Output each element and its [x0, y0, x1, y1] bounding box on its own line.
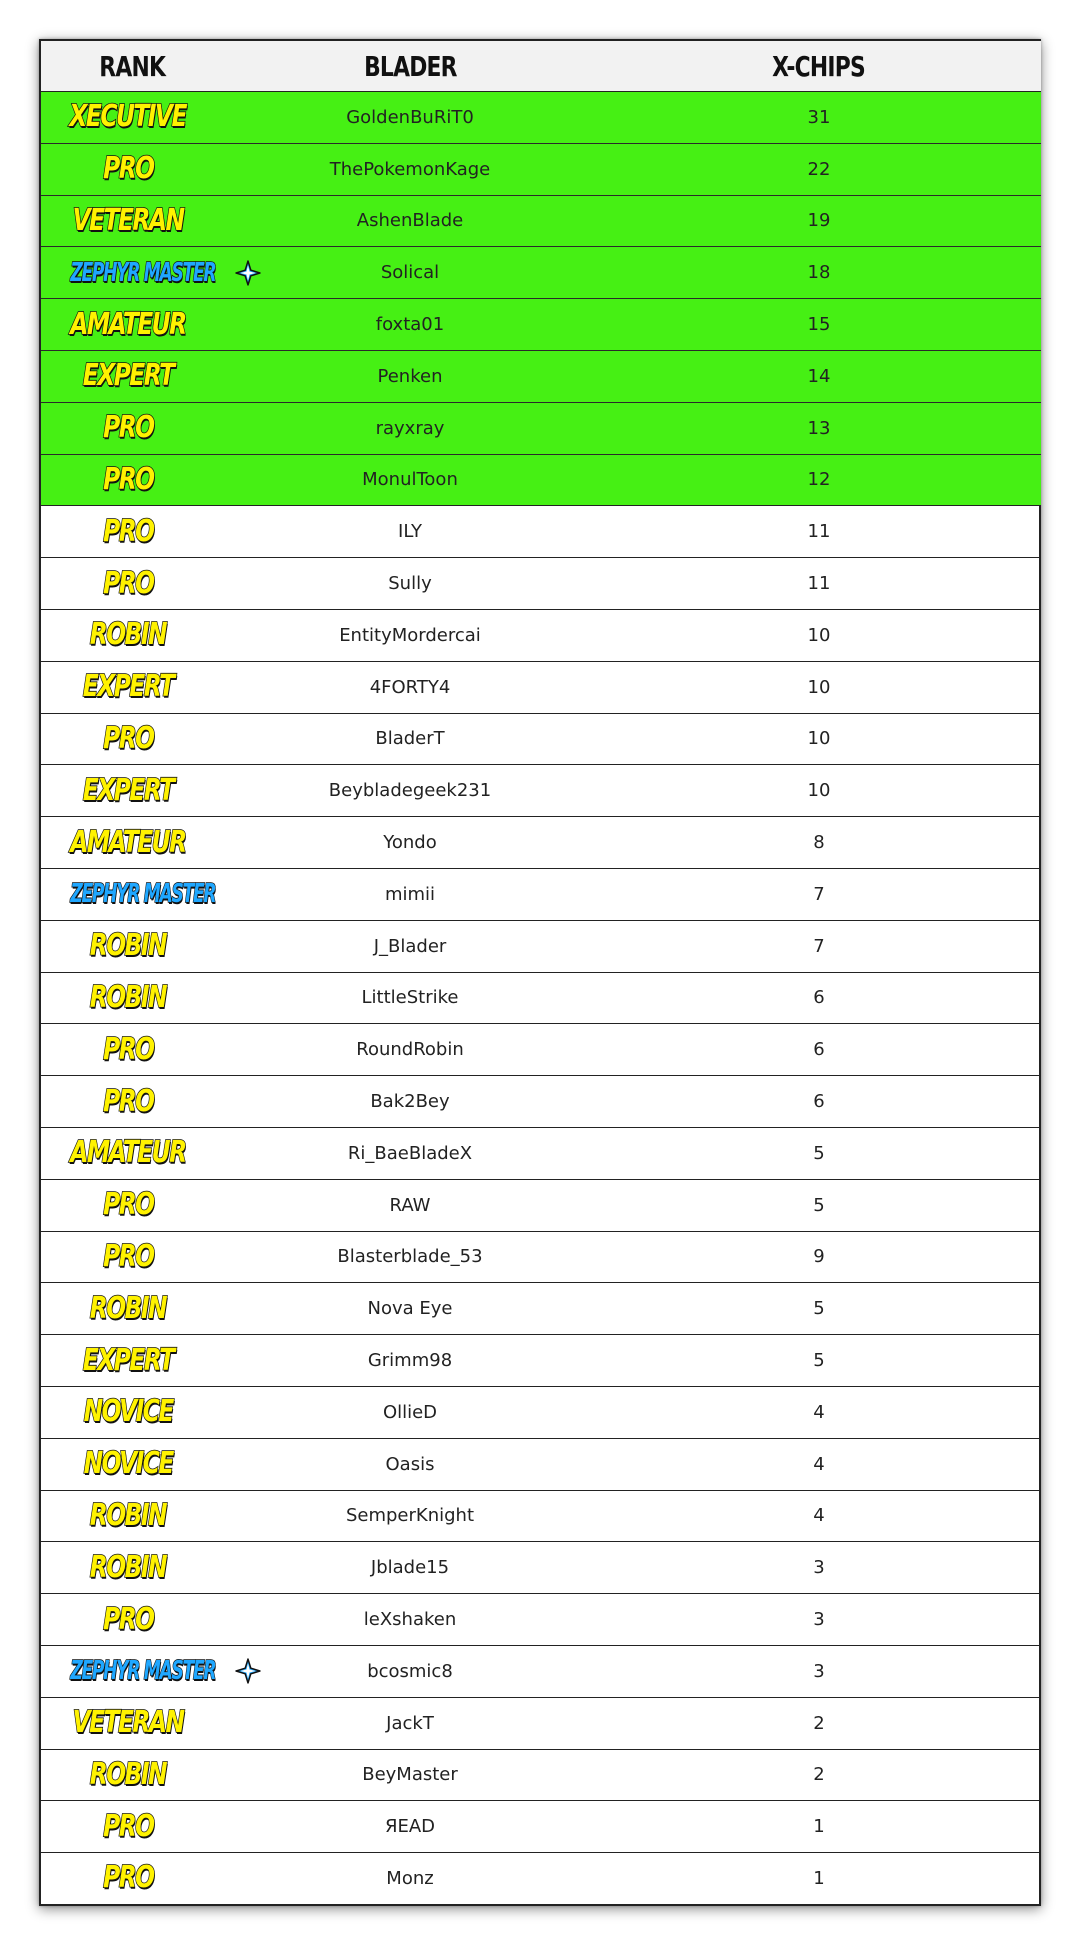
xchips-value: 31: [597, 92, 1041, 144]
xchips-value: 5: [597, 1283, 1041, 1335]
table-row: [41, 1490, 1041, 1542]
rank-cell: [41, 1542, 223, 1594]
blader-name: BladerT: [223, 713, 597, 765]
rank-cell: [41, 247, 223, 299]
xchips-value: 18: [597, 247, 1041, 299]
table-row: [41, 506, 1041, 558]
table-row: [41, 609, 1041, 661]
rank-label: NOVICE: [83, 1394, 173, 1430]
blader-name: ThePokemonKage: [223, 143, 597, 195]
xchips-value: 5: [597, 1127, 1041, 1179]
table-row: [41, 402, 1041, 454]
table-row: [41, 1335, 1041, 1387]
rank-cell: [41, 558, 223, 610]
rank-label: EXPERT: [82, 1342, 174, 1378]
rank-badge: [79, 979, 177, 1015]
rank-badge: [54, 1135, 202, 1171]
rank-cell: [41, 713, 223, 765]
leaderboard-sheet: [39, 39, 1041, 1906]
rank-label: PRO: [102, 513, 154, 549]
rank-cell: [41, 1749, 223, 1801]
table-row: [41, 1438, 1041, 1490]
rank-cell: [41, 1386, 223, 1438]
blader-name: AshenBlade: [223, 195, 597, 247]
blader-name: Sully: [223, 558, 597, 610]
blader-name: LittleStrike: [223, 972, 597, 1024]
xchips-value: 3: [597, 1645, 1041, 1697]
rank-cell: [41, 92, 223, 144]
blader-name: Penken: [223, 350, 597, 402]
rank-label: PRO: [102, 565, 154, 601]
blader-name: RAW: [223, 1179, 597, 1231]
xchips-value: 3: [597, 1542, 1041, 1594]
xchips-value: 10: [597, 713, 1041, 765]
rank-cell: [41, 1283, 223, 1335]
rank-label: PRO: [102, 1187, 154, 1223]
rank-badge: [79, 1497, 177, 1533]
blader-column-header: [223, 41, 597, 92]
rank-label: PRO: [102, 1238, 154, 1274]
rank-badge: [71, 1446, 185, 1482]
blader-name: rayxray: [223, 402, 597, 454]
table-row: [41, 558, 1041, 610]
rank-cell: [41, 1127, 223, 1179]
blader-name: MonulToon: [223, 454, 597, 506]
table-row: [41, 1076, 1041, 1128]
table-row: [41, 817, 1041, 869]
rank-cell: [41, 195, 223, 247]
rank-label: ZEPHYR MASTER: [70, 1656, 216, 1687]
blader-name: ЯEAD: [223, 1801, 597, 1853]
rank-label: ROBIN: [89, 928, 167, 964]
rank-cell: [41, 1645, 223, 1697]
blader-name: ILY: [223, 506, 597, 558]
rank-badge: [96, 1238, 161, 1274]
rank-cell: [41, 506, 223, 558]
rank-badge: [96, 1601, 161, 1637]
rank-cell: [41, 1853, 223, 1904]
xchips-value: 4: [597, 1386, 1041, 1438]
rank-badge: [96, 1808, 161, 1844]
rank-cell: [41, 1697, 223, 1749]
sparkle-star-icon: [235, 1658, 261, 1684]
xchips-value: 2: [597, 1697, 1041, 1749]
rank-badge: [96, 461, 161, 497]
blader-name: Bak2Bey: [223, 1076, 597, 1128]
rank-cell: [41, 1335, 223, 1387]
rank-label: PRO: [102, 1860, 154, 1896]
rank-cell: [41, 868, 223, 920]
rank-badge: [53, 99, 202, 135]
xchips-value: 9: [597, 1231, 1041, 1283]
rank-badge: [79, 1549, 177, 1585]
xchips-value: 7: [597, 868, 1041, 920]
rank-badge: [79, 1756, 177, 1792]
table-row: [41, 765, 1041, 817]
rank-label: VETERAN: [72, 202, 184, 238]
rank-label: ROBIN: [89, 1290, 167, 1326]
table-row: [41, 195, 1041, 247]
xchips-value: 13: [597, 402, 1041, 454]
blader-name: EntityMordercai: [223, 609, 597, 661]
xchips-value: 7: [597, 920, 1041, 972]
rank-label: AMATEUR: [70, 1135, 186, 1171]
table-row: [41, 454, 1041, 506]
rank-cell: [41, 817, 223, 869]
rank-cell: [41, 765, 223, 817]
rank-label: PRO: [102, 461, 154, 497]
xchips-header-label: X-CHIPS: [772, 49, 866, 83]
xchips-value: 10: [597, 609, 1041, 661]
rank-label: ROBIN: [89, 979, 167, 1015]
rank-badge: [79, 1290, 177, 1326]
rank-badge: [96, 151, 161, 187]
blader-name: Ri_BaeBladeX: [223, 1127, 597, 1179]
rank-cell: [41, 1801, 223, 1853]
blader-name: mimii: [223, 868, 597, 920]
blader-name: RoundRobin: [223, 1024, 597, 1076]
rank-label: AMATEUR: [70, 824, 186, 860]
rank-badge: [96, 410, 161, 446]
blader-name: Solical: [223, 247, 597, 299]
rank-cell: [41, 661, 223, 713]
rank-badge: [70, 772, 186, 808]
rank-badge: [33, 257, 261, 288]
table-row: [41, 1386, 1041, 1438]
xchips-value: 6: [597, 1024, 1041, 1076]
rank-cell: [41, 972, 223, 1024]
table-row: [41, 972, 1041, 1024]
table-row: [41, 1801, 1041, 1853]
rank-label: PRO: [102, 1031, 154, 1067]
blader-name: foxta01: [223, 299, 597, 351]
rank-badge: [71, 1394, 185, 1430]
table-row: [41, 1749, 1041, 1801]
sparkle-star-icon: [235, 260, 261, 286]
table-row: [41, 661, 1041, 713]
xchips-value: 11: [597, 506, 1041, 558]
xchips-value: 5: [597, 1335, 1041, 1387]
rank-cell: [41, 1024, 223, 1076]
xchips-value: 11: [597, 558, 1041, 610]
blader-name: Monz: [223, 1853, 597, 1904]
rank-cell: [41, 920, 223, 972]
xchips-value: 5: [597, 1179, 1041, 1231]
rank-badge: [57, 202, 199, 238]
table-row: [41, 868, 1041, 920]
rank-cell: [41, 299, 223, 351]
blader-name: Blasterblade_53: [223, 1231, 597, 1283]
rank-badge: [96, 1187, 161, 1223]
blader-name: bcosmic8: [223, 1645, 597, 1697]
xchips-value: 6: [597, 972, 1041, 1024]
rank-cell: [41, 1076, 223, 1128]
rank-cell: [41, 402, 223, 454]
leaderboard-table: [41, 41, 1041, 1904]
rank-cell: [41, 609, 223, 661]
header-row: [41, 41, 1041, 92]
rank-badge: [79, 617, 177, 653]
rank-cell: [41, 350, 223, 402]
rank-label: PRO: [102, 1601, 154, 1637]
rank-badge: [96, 1083, 161, 1119]
rank-badge: [54, 824, 202, 860]
xchips-value: 1: [597, 1801, 1041, 1853]
xchips-value: 3: [597, 1594, 1041, 1646]
table-header: [41, 41, 1041, 92]
rank-badge: [96, 565, 161, 601]
table-row: [41, 1645, 1041, 1697]
table-row: [41, 299, 1041, 351]
rank-label: EXPERT: [82, 358, 174, 394]
rank-label: NOVICE: [83, 1446, 173, 1482]
rank-badge: [70, 358, 186, 394]
xchips-value: 8: [597, 817, 1041, 869]
rank-label: ZEPHYR MASTER: [70, 879, 216, 910]
rank-label: XECUTIVE: [69, 99, 187, 135]
rank-header-label: RANK: [99, 49, 165, 83]
rank-label: VETERAN: [72, 1705, 184, 1741]
blader-name: 4FORTY4: [223, 661, 597, 713]
blader-name: Jblade15: [223, 1542, 597, 1594]
rank-label: PRO: [102, 1083, 154, 1119]
rank-cell: [41, 1438, 223, 1490]
blader-name: BeyMaster: [223, 1749, 597, 1801]
xchips-value: 19: [597, 195, 1041, 247]
rank-cell: [41, 143, 223, 195]
blader-name: GoldenBuRiT0: [223, 92, 597, 144]
blader-name: JackT: [223, 1697, 597, 1749]
table-row: [41, 247, 1041, 299]
xchips-value: 4: [597, 1490, 1041, 1542]
rank-label: AMATEUR: [70, 306, 186, 342]
xchips-column-header: [597, 41, 1041, 92]
xchips-value: 22: [597, 143, 1041, 195]
rank-label: ROBIN: [89, 1756, 167, 1792]
blader-name: Oasis: [223, 1438, 597, 1490]
rank-label: PRO: [102, 151, 154, 187]
table-body: [41, 92, 1041, 1904]
blader-name: Beybladegeek231: [223, 765, 597, 817]
blader-name: OllieD: [223, 1386, 597, 1438]
rank-badge: [96, 513, 161, 549]
table-row: [41, 1231, 1041, 1283]
rank-cell: [41, 454, 223, 506]
table-row: [41, 1179, 1041, 1231]
table-row: [41, 92, 1041, 144]
rank-cell: [41, 1490, 223, 1542]
blader-name: Yondo: [223, 817, 597, 869]
table-row: [41, 1542, 1041, 1594]
xchips-value: 1: [597, 1853, 1041, 1904]
rank-label: EXPERT: [82, 669, 174, 705]
rank-badge: [96, 720, 161, 756]
table-row: [41, 350, 1041, 402]
xchips-value: 4: [597, 1438, 1041, 1490]
rank-cell: [41, 1179, 223, 1231]
blader-name: leXshaken: [223, 1594, 597, 1646]
rank-badge: [96, 1031, 161, 1067]
xchips-value: 10: [597, 765, 1041, 817]
rank-label: EXPERT: [82, 772, 174, 808]
rank-label: PRO: [102, 1808, 154, 1844]
xchips-value: 14: [597, 350, 1041, 402]
rank-badge: [33, 1656, 261, 1687]
blader-name: Nova Eye: [223, 1283, 597, 1335]
table-row: [41, 1127, 1041, 1179]
rank-label: PRO: [102, 720, 154, 756]
table-row: [41, 920, 1041, 972]
rank-label: ROBIN: [89, 1497, 167, 1533]
rank-badge: [54, 306, 202, 342]
table-row: [41, 143, 1041, 195]
table-row: [41, 1283, 1041, 1335]
rank-label: PRO: [102, 410, 154, 446]
blader-name: Grimm98: [223, 1335, 597, 1387]
blader-header-label: BLADER: [363, 49, 457, 83]
table-row: [41, 713, 1041, 765]
rank-badge: [57, 1705, 199, 1741]
blader-name: J_Blader: [223, 920, 597, 972]
xchips-value: 12: [597, 454, 1041, 506]
xchips-value: 2: [597, 1749, 1041, 1801]
rank-label: ZEPHYR MASTER: [70, 257, 216, 288]
rank-badge: [96, 1860, 161, 1896]
rank-label: ROBIN: [89, 617, 167, 653]
rank-cell: [41, 1231, 223, 1283]
table-row: [41, 1853, 1041, 1904]
rank-badge: [33, 879, 253, 910]
rank-cell: [41, 1594, 223, 1646]
table-row: [41, 1024, 1041, 1076]
rank-badge: [70, 669, 186, 705]
table-row: [41, 1594, 1041, 1646]
rank-badge: [70, 1342, 186, 1378]
rank-badge: [79, 928, 177, 964]
rank-label: ROBIN: [89, 1549, 167, 1585]
xchips-value: 6: [597, 1076, 1041, 1128]
blader-name: SemperKnight: [223, 1490, 597, 1542]
rank-column-header: [41, 41, 223, 92]
table-row: [41, 1697, 1041, 1749]
xchips-value: 15: [597, 299, 1041, 351]
xchips-value: 10: [597, 661, 1041, 713]
